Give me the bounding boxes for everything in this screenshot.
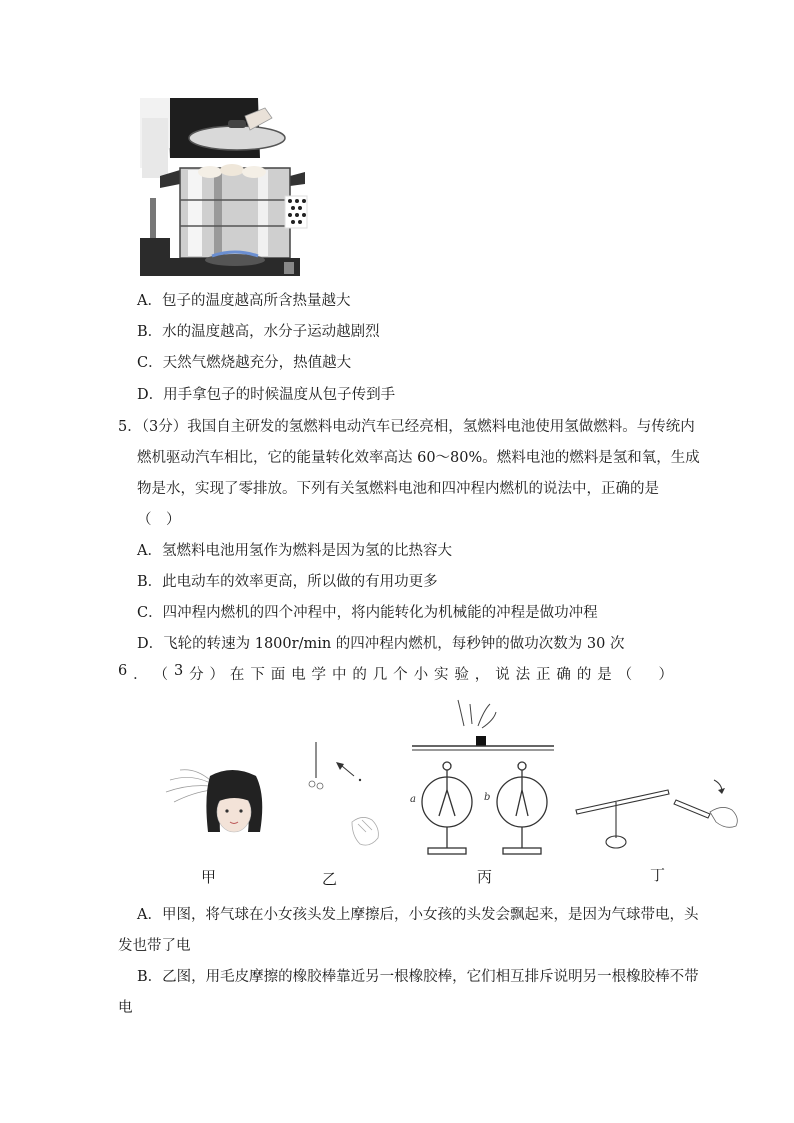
q6-stem-char: 下 bbox=[250, 667, 265, 683]
q6-option-a-line-1: A．甲图，将气球在小女孩头发上摩擦后，小女孩的头发会飘起来，是因为气球带电，头 bbox=[137, 907, 699, 923]
q6-option-b-line-1: B．乙图，用毛皮摩擦的橡胶棒靠近另一根橡胶棒，它们相互排斥说明另一根橡胶棒不带 bbox=[137, 969, 699, 985]
q6-stem-char: 的 bbox=[576, 667, 592, 683]
q5-stem-line-4: （ ） bbox=[137, 512, 181, 528]
rubber-rod-figure bbox=[296, 740, 396, 858]
q5-stem-line-2: 燃机驱动汽车相比，它的能量转化效率高达 60～80%。燃料电池的燃料是氢和氧，生成 bbox=[137, 450, 700, 466]
q5-stem-line-1: 5．（3分）我国自主研发的氢燃料电动汽车已经亮相，氢燃料电池使用氢做燃料。与传统内 bbox=[118, 419, 695, 435]
q6-stem-char: 说 bbox=[495, 667, 510, 683]
q4-option-d: D．用手拿包子的时候温度从包子传到手 bbox=[137, 387, 396, 403]
q6-stem-char: ） bbox=[209, 667, 224, 683]
q6-stem-char: 几 bbox=[372, 667, 388, 683]
q4-option-b: B．水的温度越高，水分子运动越剧烈 bbox=[137, 324, 380, 340]
q5-stem-line-3: 物是水，实现了零排放。下列有关氢燃料电池和四冲程内燃机的说法中，正确的是 bbox=[137, 481, 659, 497]
q6-stem-char: 在 bbox=[229, 667, 245, 683]
q6-stem-char bbox=[638, 663, 653, 684]
q4-option-a: A．包子的温度越高所含热量越大 bbox=[137, 293, 351, 309]
q6-stem-char: ） bbox=[658, 667, 673, 683]
q6-stem-char: 法 bbox=[515, 667, 531, 683]
pivot-rod-figure bbox=[570, 776, 746, 854]
q5-option-c: C．四冲程内燃机的四个冲程中，将内能转化为机械能的冲程是做功冲程 bbox=[137, 605, 598, 621]
q6-stem-char: ． bbox=[133, 667, 148, 683]
q6-stem-char: 电 bbox=[291, 667, 306, 683]
q5-option-a: A．氢燃料电池用氢作为燃料是因为氢的比热容大 bbox=[137, 543, 452, 559]
q5-option-d: D．飞轮的转速为 1800r/min 的四冲程内燃机，每秒钟的做功次数为 30 次 bbox=[137, 636, 625, 652]
q5-option-b: B．此电动车的效率更高，所以做的有用功更多 bbox=[137, 574, 438, 590]
q6-stem bbox=[118, 663, 673, 684]
steamer-photo bbox=[140, 98, 308, 276]
q6-option-a-line-2: 发也带了电 bbox=[118, 938, 191, 954]
q6-stem-char: 确 bbox=[556, 667, 571, 683]
q6-stem-char: 3 bbox=[173, 663, 184, 679]
q6-option-b-line-2: 电 bbox=[118, 1000, 133, 1016]
q6-stem-char: ， bbox=[474, 667, 490, 683]
electroscope-label-a: a bbox=[410, 794, 416, 805]
q6-stem-char: 面 bbox=[270, 667, 286, 683]
q6-stem-char: 个 bbox=[393, 667, 408, 683]
figure-label-jia: 甲 bbox=[201, 868, 217, 886]
q4-option-c: C．天然气燃烧越充分，热值越大 bbox=[137, 355, 352, 371]
electroscope-figure bbox=[402, 698, 562, 860]
q6-stem-char: 实 bbox=[433, 667, 449, 683]
q6-stem-char: （ bbox=[617, 667, 633, 683]
electroscope-label-b: b bbox=[484, 792, 491, 803]
figure-label-bing: 丙 bbox=[477, 868, 493, 886]
q6-stem-char: 是 bbox=[597, 667, 612, 683]
q6-stem-char: 中 bbox=[331, 667, 347, 683]
q6-stem-char: 学 bbox=[311, 667, 327, 683]
girl-hair-figure bbox=[160, 766, 270, 842]
figure-label-ding: 丁 bbox=[650, 866, 666, 884]
figure-label-yi: 乙 bbox=[322, 870, 338, 888]
q6-stem-char: 小 bbox=[413, 667, 429, 683]
q6-stem-char: （ bbox=[153, 667, 169, 683]
q6-stem-char: 分 bbox=[189, 667, 204, 683]
q6-stem-char: 正 bbox=[536, 667, 551, 683]
q6-stem-char: 验 bbox=[454, 667, 469, 683]
q6-stem-char: 的 bbox=[352, 667, 367, 683]
q6-stem-char: 6 bbox=[118, 663, 128, 679]
